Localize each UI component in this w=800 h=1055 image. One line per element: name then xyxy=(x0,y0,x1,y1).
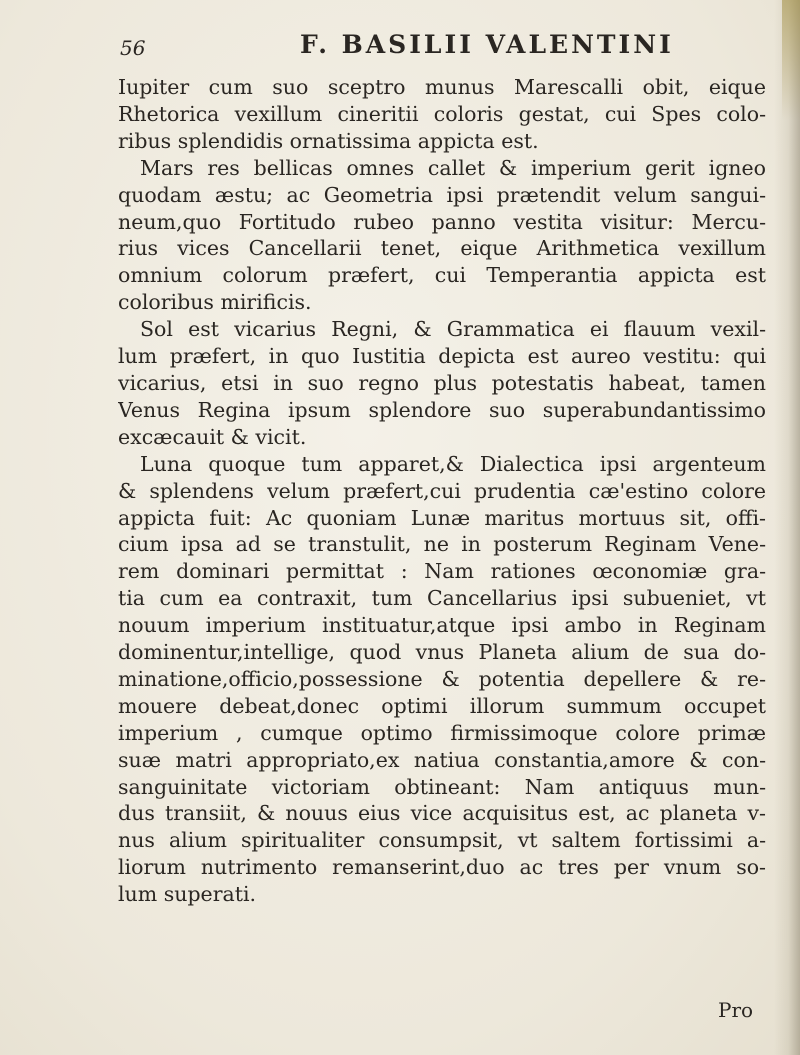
text-line: dus transiit, & nouus eius vice acquisitus est, ac planeta v- xyxy=(118,801,766,826)
text-line: Venus Regina ipsum splendore suo superabundantissimo xyxy=(118,397,766,422)
text-line: liorum nutrimento remanserint,duo ac tres per vnum so- xyxy=(118,855,766,880)
body-text xyxy=(118,74,766,908)
text-line: appicta fuit: Ac quoniam Lunæ maritus mortuus sit, offi- xyxy=(118,505,766,530)
text-line: Iupiter cum suo sceptro munus Marescalli obit, eique xyxy=(118,75,766,99)
text-line: mouere debeat,donec optimi illorum summum occupet xyxy=(118,693,766,718)
text-line: omnium colorum præfert, cui Temperantia appicta est xyxy=(118,263,766,288)
text-line: ribus splendidis ornatissima appicta est. xyxy=(118,128,539,153)
text-line: Rhetorica vexillum cineritii coloris gestat, cui Spes colo- xyxy=(118,101,766,126)
running-head xyxy=(120,30,760,64)
running-title: F. BASILII VALENTINI xyxy=(300,30,674,59)
text-line: sanguinitate victoriam obtineant: Nam antiquus mun- xyxy=(118,774,766,799)
paper-stain xyxy=(782,0,800,120)
text-line: rius vices Cancellarii tenet, eique Arithmetica vexillum xyxy=(118,236,766,261)
text-line: nus alium spiritualiter consumpsit, vt saltem fortissimi a- xyxy=(118,828,766,853)
text-line: minatione,officio,possessione & potentia depellere & re- xyxy=(118,666,766,691)
text-line: nouum imperium instituatur,atque ipsi ambo in Reginam xyxy=(118,613,766,638)
text-line: & splendens velum præfert,cui prudentia cæ'estino colore xyxy=(118,478,766,503)
text-line: lum superati. xyxy=(118,882,257,907)
text-line: rem dominari permittat : Nam rationes œconomiæ gra- xyxy=(118,559,766,584)
text-line: imperium , cumque optimo firmissimoque colore primæ xyxy=(118,720,766,745)
text-line: quodam æstu; ac Geometria ipsi prætendit velum sangui- xyxy=(118,182,766,207)
text-line: dominentur,intellige, quod vnus Planeta alium de sua do- xyxy=(118,640,766,665)
catchword: Pro xyxy=(718,998,754,1022)
text-line: Mars res bellicas omnes callet & imperium gerit igneo xyxy=(140,155,766,180)
text-line: lum præfert, in quo Iustitia depicta est aureo vestitu: qui xyxy=(118,344,766,369)
text-line: neum,quo Fortitudo rubeo panno vestita visitur: Mercu- xyxy=(118,209,766,234)
text-line: cium ipsa ad se transtulit, ne in posterum Reginam Vene- xyxy=(118,532,766,557)
text-line: tia cum ea contraxit, tum Cancellarius ipsi subueniet, vt xyxy=(118,586,766,611)
text-line: coloribus mirificis. xyxy=(118,290,312,315)
text-line: suæ matri appropriato,ex natiua constantia,amore & con- xyxy=(118,747,766,772)
page-number: 56 xyxy=(120,36,146,60)
text-line: vicarius, etsi in suo regno plus potestatis habeat, tamen xyxy=(118,370,766,395)
page-edge-shadow xyxy=(774,0,800,1055)
text-line: Luna quoque tum apparet,& Dialectica ipsi argenteum xyxy=(140,451,766,476)
text-line: Sol est vicarius Regni, & Grammatica ei flauum vexil- xyxy=(140,317,766,342)
text-line: excæcauit & vicit. xyxy=(118,424,307,449)
